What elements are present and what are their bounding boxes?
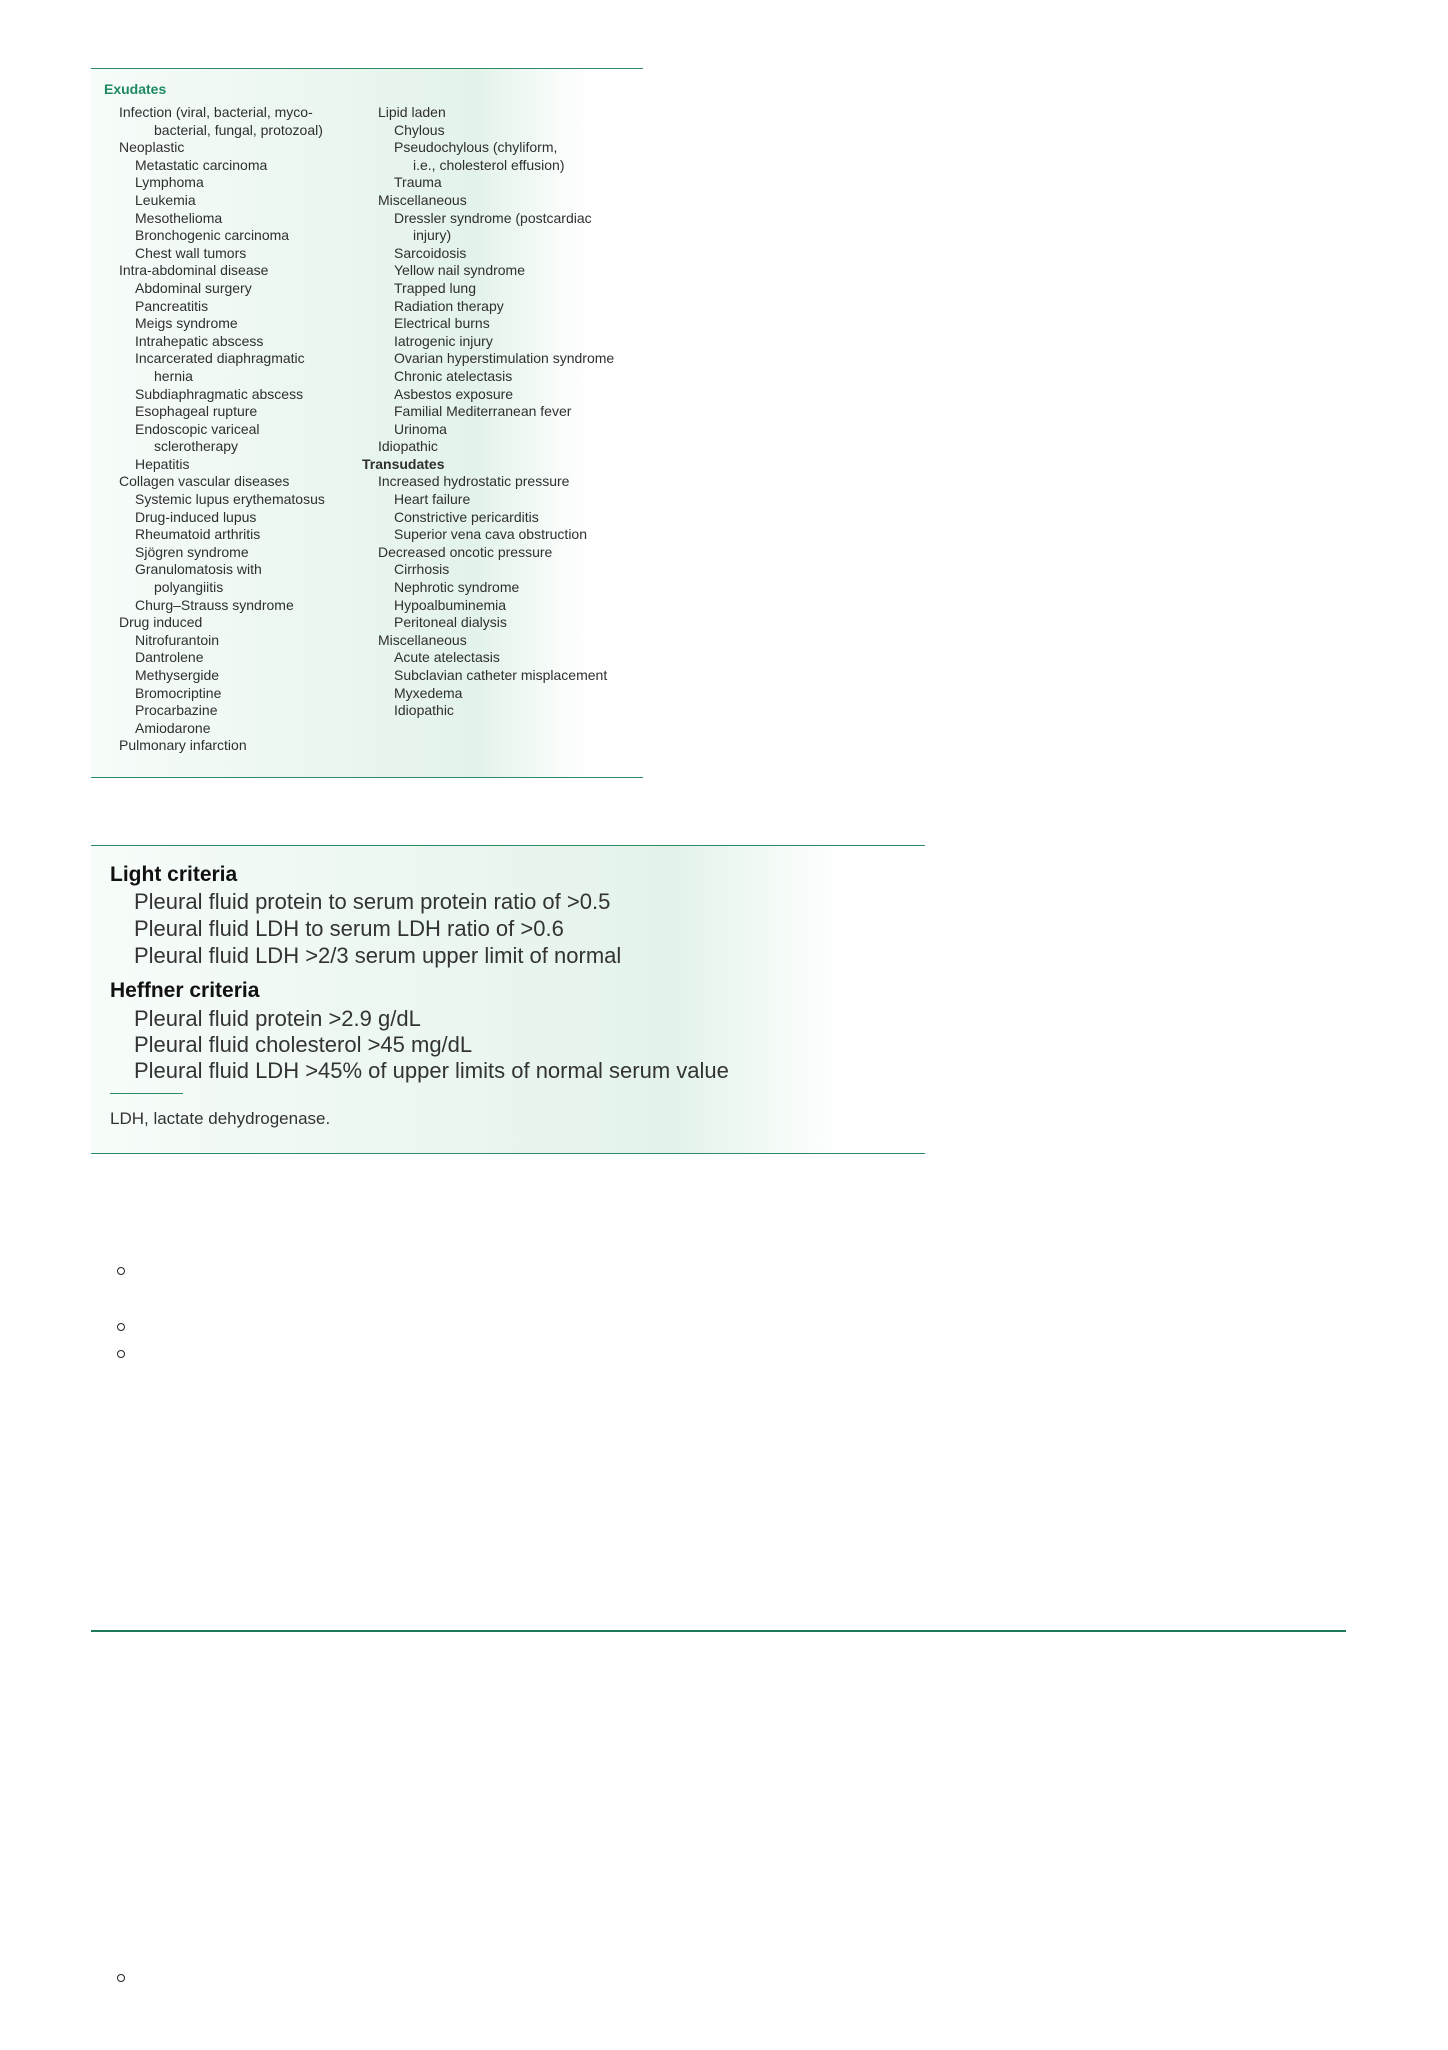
cause-item: Mesothelioma (135, 209, 223, 226)
cause-item: Incarcerated diaphragmatic (135, 350, 305, 367)
cause-item: Electrical burns (394, 315, 490, 332)
cause-item: Dressler syndrome (postcardiac (394, 209, 592, 226)
cause-item: Trauma (394, 174, 442, 191)
footnote-divider (110, 1093, 183, 1094)
cause-item: Metastatic carcinoma (135, 156, 268, 173)
cause-item: Dantrolene (135, 649, 204, 666)
light-criterion: Pleural fluid LDH to serum LDH ratio of >0.6 (134, 916, 564, 941)
cause-item: i.e., cholesterol effusion) (413, 156, 565, 173)
cause-item: Acute atelectasis (394, 649, 500, 666)
cause-item: Neoplastic (119, 139, 185, 156)
cause-item: Sjögren syndrome (135, 543, 249, 560)
cause-item: Nitrofurantoin (135, 631, 220, 648)
cause-item: Miscellaneous (378, 631, 467, 648)
light-criteria-heading: Light criteria (110, 863, 238, 886)
cause-item: Bronchogenic carcinoma (135, 227, 290, 244)
section-divider (91, 1630, 1346, 1632)
cause-item: Meigs syndrome (135, 315, 238, 332)
cause-item: hernia (154, 367, 193, 384)
cause-item: Yellow nail syndrome (394, 262, 525, 279)
cause-item: injury) (413, 227, 452, 244)
cause-item: Superior vena cava obstruction (394, 526, 587, 543)
cause-item: Radiation therapy (394, 297, 504, 314)
cause-item: Collagen vascular diseases (119, 473, 290, 490)
criteria-table (91, 845, 925, 1154)
cause-item: Constrictive pericarditis (394, 508, 539, 525)
cause-item: Myxedema (394, 684, 463, 701)
cause-item: Chronic atelectasis (394, 367, 513, 384)
cause-item: Amiodarone (135, 719, 211, 736)
bullet-marker (117, 1974, 125, 1982)
exudates-heading: Exudates (104, 81, 167, 97)
bullet-marker (117, 1323, 125, 1331)
exudates-left-column (119, 104, 325, 755)
cause-item: Iatrogenic injury (394, 332, 493, 349)
cause-item: Bromocriptine (135, 684, 222, 701)
cause-item: Trapped lung (394, 279, 476, 296)
cause-item: Hepatitis (135, 455, 190, 472)
cause-item: sclerotherapy (154, 438, 239, 455)
cause-item: Methysergide (135, 667, 220, 683)
cause-item: Ovarian hyperstimulation syndrome (394, 350, 615, 367)
cause-item: Leukemia (135, 191, 196, 208)
cause-item: Idiopathic (378, 438, 438, 455)
cause-item: Chylous (394, 121, 445, 138)
cause-item: Pulmonary infarction (119, 737, 247, 754)
cause-item: Lymphoma (135, 174, 204, 191)
cause-item: polyangiitis (154, 579, 224, 596)
cause-item: Decreased oncotic pressure (378, 543, 553, 560)
footnote: LDH, lactate dehydrogenase. (110, 1109, 331, 1128)
cause-item: Increased hydrostatic pressure (378, 473, 570, 490)
cause-item: Miscellaneous (378, 191, 467, 208)
cause-item: Peritoneal dialysis (394, 614, 507, 631)
cause-item: Procarbazine (135, 702, 218, 719)
cause-item: Granulomatosis with (135, 561, 262, 578)
light-criterion: Pleural fluid LDH >2/3 serum upper limit of normal (134, 943, 622, 968)
heffner-criterion: Pleural fluid LDH >45% of upper limits of normal serum value (134, 1058, 729, 1083)
light-criterion: Pleural fluid protein to serum protein ratio of >0.5 (134, 889, 611, 914)
cause-item: Esophageal rupture (135, 403, 258, 420)
cause-item: Intra-abdominal disease (119, 262, 269, 279)
cause-item: Lipid laden (378, 104, 446, 120)
cause-item: Asbestos exposure (394, 385, 514, 402)
bullet-marker (117, 1267, 125, 1275)
cause-item: Heart failure (394, 491, 471, 508)
cause-item: Intrahepatic abscess (135, 332, 264, 349)
cause-item: Idiopathic (394, 702, 454, 719)
heffner-criterion: Pleural fluid protein >2.9 g/dL (134, 1006, 421, 1031)
section-heading: Transudates (362, 455, 445, 472)
cause-item: Subdiaphragmatic abscess (135, 385, 304, 402)
exudates-right-column (362, 104, 615, 720)
cause-item: Urinoma (394, 420, 447, 437)
cause-item: bacterial, fungal, protozoal) (154, 121, 323, 138)
cause-item: Pseudochylous (chyliform, (394, 139, 558, 156)
cause-item: Subclavian catheter misplacement (394, 667, 608, 683)
cause-item: Systemic lupus erythematosus (135, 491, 325, 508)
cause-item: Hypoalbuminemia (394, 596, 507, 613)
cause-item: Rheumatoid arthritis (135, 526, 261, 543)
bullet-marker (117, 1350, 125, 1358)
cause-item: Drug-induced lupus (135, 508, 257, 525)
cause-item: Drug induced (119, 614, 203, 631)
cause-item: Familial Mediterranean fever (394, 403, 572, 420)
cause-item: Nephrotic syndrome (394, 579, 520, 596)
cause-item: Endoscopic variceal (135, 420, 260, 437)
heffner-criteria-heading: Heffner criteria (110, 979, 260, 1002)
cause-item: Pancreatitis (135, 297, 209, 314)
cause-item: Sarcoidosis (394, 244, 467, 261)
cause-item: Chest wall tumors (135, 244, 247, 261)
cause-item: Infection (viral, bacterial, myco- (119, 104, 313, 120)
effusion-causes-table (91, 68, 643, 778)
cause-item: Abdominal surgery (135, 279, 252, 296)
heffner-criterion: Pleural fluid cholesterol >45 mg/dL (134, 1032, 473, 1057)
cause-item: Cirrhosis (394, 561, 450, 578)
cause-item: Churg–Strauss syndrome (135, 596, 294, 613)
